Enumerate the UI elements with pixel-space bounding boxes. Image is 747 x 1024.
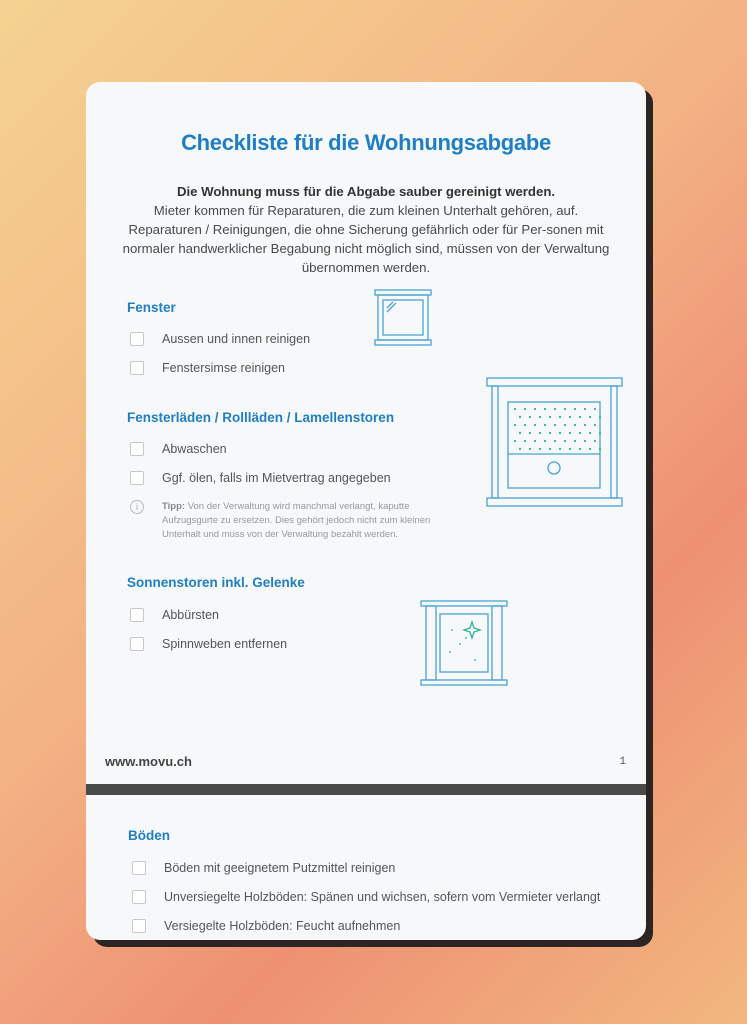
shutter-dot [579, 448, 581, 450]
awning-illustration [420, 600, 510, 688]
heading-fenster: Fenster [127, 300, 176, 315]
item-label: Unversiegelte Holzböden: Spänen und wichsen, sofern vom Vermieter verlangt [164, 890, 601, 904]
checkbox[interactable] [130, 361, 144, 375]
item-label: Abwaschen [162, 442, 227, 456]
tip-label: Tipp: [162, 501, 186, 512]
shutter-dot [584, 408, 586, 410]
shutter-dot [564, 424, 566, 426]
intro-bold: Die Wohnung muss für die Abgabe sauber gereinigt werden. [176, 184, 556, 199]
shutter-dot [549, 432, 551, 434]
page-number: 1 [619, 756, 626, 768]
shutter-dot [544, 424, 546, 426]
item-label: Aussen und innen reinigen [162, 332, 311, 346]
shutter-dot [519, 448, 521, 450]
footer-url[interactable]: www.movu.ch [105, 754, 192, 769]
shutter-dot [599, 432, 601, 434]
shutter-dot [549, 448, 551, 450]
shutter-dot [579, 416, 581, 418]
shutter-dot [549, 416, 551, 418]
shutter-dot [524, 440, 526, 442]
checklist-item[interactable] [130, 361, 285, 375]
checkbox[interactable] [130, 608, 144, 622]
heading-fensterlaeden: Fensterläden / Rollläden / Lamellenstoren [127, 410, 395, 425]
shutter-dot [569, 448, 571, 450]
shutter-dot [529, 448, 531, 450]
checkbox[interactable] [132, 919, 146, 933]
checklist-item[interactable] [132, 861, 395, 875]
checklist-item[interactable] [130, 332, 310, 346]
shutter-dot [554, 408, 556, 410]
shutter-dot [534, 440, 536, 442]
checkbox[interactable] [130, 637, 144, 651]
shutter-dot [519, 432, 521, 434]
shutter-dot [564, 440, 566, 442]
shutter-dot [539, 432, 541, 434]
window-illustration [374, 288, 434, 348]
checklist-item[interactable] [132, 890, 600, 904]
shutter-dot [559, 432, 561, 434]
checkbox[interactable] [132, 890, 146, 904]
shutter-illustration [486, 376, 624, 514]
heading-sonnenstoren: Sonnenstoren inkl. Gelenke [127, 575, 305, 590]
shutter-dot [514, 424, 516, 426]
shutter-dot [589, 448, 591, 450]
item-label: Fenstersimse reinigen [162, 361, 285, 375]
shutter-dot [574, 408, 576, 410]
tip-text: Von der Verwaltung wird manchmal verlangt, kaputte Aufzugsgurte zu ersetzen. Dies gehört jedoch nicht zum kleinen Unterhalt und muss von der Verwaltung bezahlt werden. [162, 501, 431, 540]
shutter-dot [559, 448, 561, 450]
document-page[interactable] [86, 82, 646, 940]
shutter-dot [594, 424, 596, 426]
intro-body: Mieter kommen für Reparaturen, die zum kleinen Unterhalt gehören, auf. Reparaturen / Reinigungen, die ohne Sicherung gefährlich oder für Per-sonen mit normaler handwerklicher Begabung nicht möglich sind, müssen von der Verwaltung übernommen werden. [122, 203, 610, 275]
shutter-dot [599, 448, 601, 450]
page-title: Checkliste für die Wohnungsabgabe [181, 130, 551, 155]
shutter-dot [514, 440, 516, 442]
shutter-dot [554, 440, 556, 442]
shutter-dot [534, 408, 536, 410]
checklist-item[interactable] [130, 471, 391, 485]
shutter-dot [569, 432, 571, 434]
item-label: Böden mit geeignetem Putzmittel reinigen [164, 861, 396, 875]
info-icon: i [130, 500, 144, 514]
shutter-dot [524, 424, 526, 426]
intro-text [116, 182, 616, 277]
item-label: Abbürsten [162, 608, 219, 622]
shutter-dot [559, 416, 561, 418]
shutter-dot [589, 416, 591, 418]
item-label: Ggf. ölen, falls im Mietvertrag angegeben [162, 471, 391, 485]
checkbox[interactable] [130, 332, 144, 346]
checklist-item[interactable] [130, 608, 219, 622]
checklist-item[interactable] [132, 919, 400, 933]
shutter-dot [539, 448, 541, 450]
shutter-dot [519, 416, 521, 418]
shutter-dot [529, 416, 531, 418]
shutter-dot [554, 424, 556, 426]
item-label: Spinnweben entfernen [162, 637, 288, 651]
shutter-dot [569, 416, 571, 418]
shutter-dot [524, 408, 526, 410]
checkbox[interactable] [130, 471, 144, 485]
shutter-dot [534, 424, 536, 426]
shutter-dot [574, 424, 576, 426]
shutter-dot [599, 416, 601, 418]
shutter-dot [579, 432, 581, 434]
checkbox[interactable] [130, 442, 144, 456]
checkbox[interactable] [132, 861, 146, 875]
shutter-dot [574, 440, 576, 442]
tip-box [130, 500, 452, 542]
heading-boeden: Böden [128, 828, 170, 843]
checklist-item[interactable] [130, 637, 287, 651]
shutter-dot [514, 408, 516, 410]
shutter-dot [564, 408, 566, 410]
shutter-dot [529, 432, 531, 434]
shutter-dot [544, 408, 546, 410]
shutter-dot [584, 440, 586, 442]
shutter-dot [594, 440, 596, 442]
shutter-dot [539, 416, 541, 418]
item-label: Versiegelte Holzböden: Feucht aufnehmen [164, 919, 401, 933]
shutter-dot [584, 424, 586, 426]
shutter-dot [589, 432, 591, 434]
page-break [86, 784, 646, 795]
shutter-dot [544, 440, 546, 442]
shutter-dot [594, 408, 596, 410]
checklist-item[interactable] [130, 442, 227, 456]
